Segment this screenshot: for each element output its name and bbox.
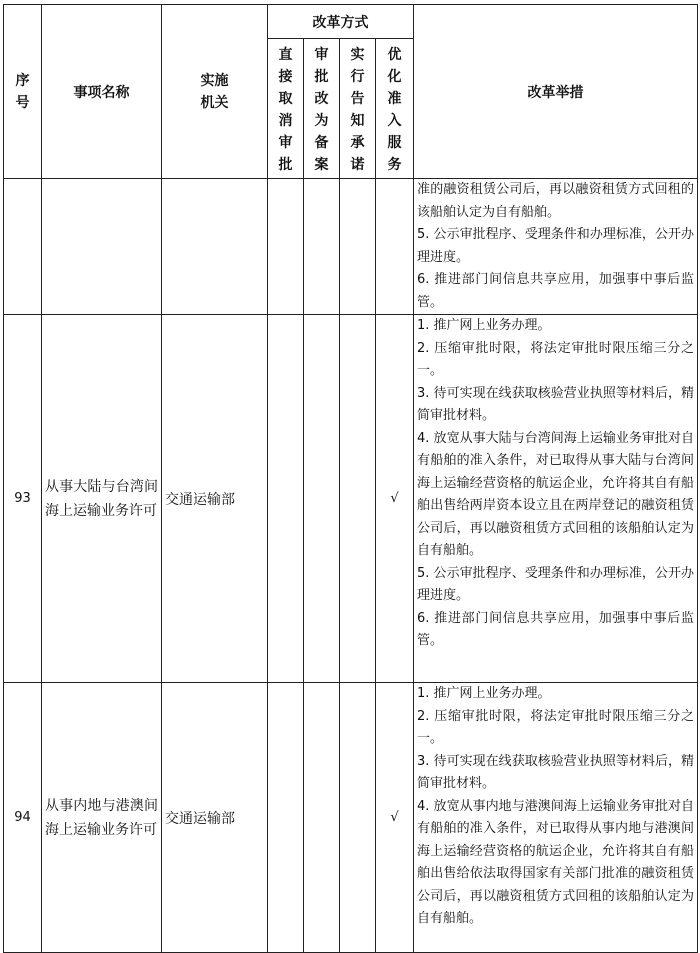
measure-item: 2. 压缩审批时限，将法定审批时限压缩三分之一。	[417, 340, 694, 378]
measure-item: 5. 公示审批程序、受理条件和办理标准，公开办理进度。	[417, 565, 694, 603]
row-name	[42, 179, 162, 315]
measure-item: 6. 推进部门间信息共享应用，加强事中事后监管。	[417, 610, 694, 648]
reform-table	[3, 4, 698, 953]
measure-item: 2. 压缩审批时限，将法定审批时限压缩三分之一。	[417, 708, 694, 746]
row-name: 从事大陆与台湾间海上运输业务许可	[42, 315, 162, 683]
row-org	[162, 179, 268, 315]
measure-item: 3. 待可实现在线获取核验营业执照等材料后，精简审批材料。	[417, 385, 694, 423]
measure-item: 准的融资租赁公司后，再以融资租赁方式回租的该船舶认定为自有船舶。	[417, 182, 694, 220]
header-name: 事项名称	[42, 5, 162, 179]
header-cancel-approval: 直接取消审批	[268, 39, 304, 179]
header-optimize-service: 优化准入服务	[376, 39, 414, 179]
row-org: 交通运输部	[162, 315, 268, 683]
row-m1	[268, 315, 304, 683]
row-measures	[414, 179, 698, 315]
measure-item: 6. 推进部门间信息共享应用，加强事中事后监管。	[417, 272, 694, 310]
header-measures: 改革举措	[414, 5, 698, 179]
row-check: √	[376, 315, 414, 683]
measure-item: 4. 放宽从事内地与港澳间海上运输业务审批对自有船舶的准入条件，对已取得从事内地与港澳间海上运输经营资格的航运企业，允许将其自有船舶出售给依法取得国家有关部门批准的融资租赁公司后，再以融资租赁方式回租的该船舶认定为自有船舶。	[417, 798, 694, 926]
row-m1	[268, 683, 304, 953]
measure-item: 1. 推广网上业务办理。	[417, 318, 551, 333]
measure-item: 3. 待可实现在线获取核验营业执照等材料后，精简审批材料。	[417, 753, 694, 791]
row-measures	[414, 683, 698, 953]
header-method: 改革方式	[268, 5, 414, 39]
row-name: 从事内地与港澳间海上运输业务许可	[42, 683, 162, 953]
row-m3	[340, 315, 376, 683]
table-row	[4, 179, 698, 315]
row-m3	[340, 179, 376, 315]
row-m2	[304, 179, 340, 315]
measure-item: 4. 放宽从事大陆与台湾间海上运输业务审批对自有船舶的准入条件，对已取得从事大陆与台湾间海上运输经营资格的航运企业，允许将其自有船舶出售给两岸资本设立且在两岸登记的融资租赁公司后，再以融资租赁方式回租的该船舶认定为自有船舶。	[417, 430, 694, 558]
table-row	[4, 315, 698, 683]
row-m2	[304, 683, 340, 953]
row-m1	[268, 179, 304, 315]
row-check: √	[376, 683, 414, 953]
row-org: 交通运输部	[162, 683, 268, 953]
row-seq: 93	[4, 315, 42, 683]
row-check	[376, 179, 414, 315]
row-seq: 94	[4, 683, 42, 953]
header-seq: 序号	[4, 5, 42, 179]
row-m3	[340, 683, 376, 953]
measure-item: 1. 推广网上业务办理。	[417, 686, 551, 701]
table-row	[4, 683, 698, 953]
header-notification-commitment: 实行告知承诺	[340, 39, 376, 179]
header-filing: 审批改为备案	[304, 39, 340, 179]
measure-item: 5. 公示审批程序、受理条件和办理标准，公开办理进度。	[417, 227, 694, 265]
row-measures	[414, 315, 698, 683]
row-m2	[304, 315, 340, 683]
header-org: 实施机关	[162, 5, 268, 179]
row-seq	[4, 179, 42, 315]
